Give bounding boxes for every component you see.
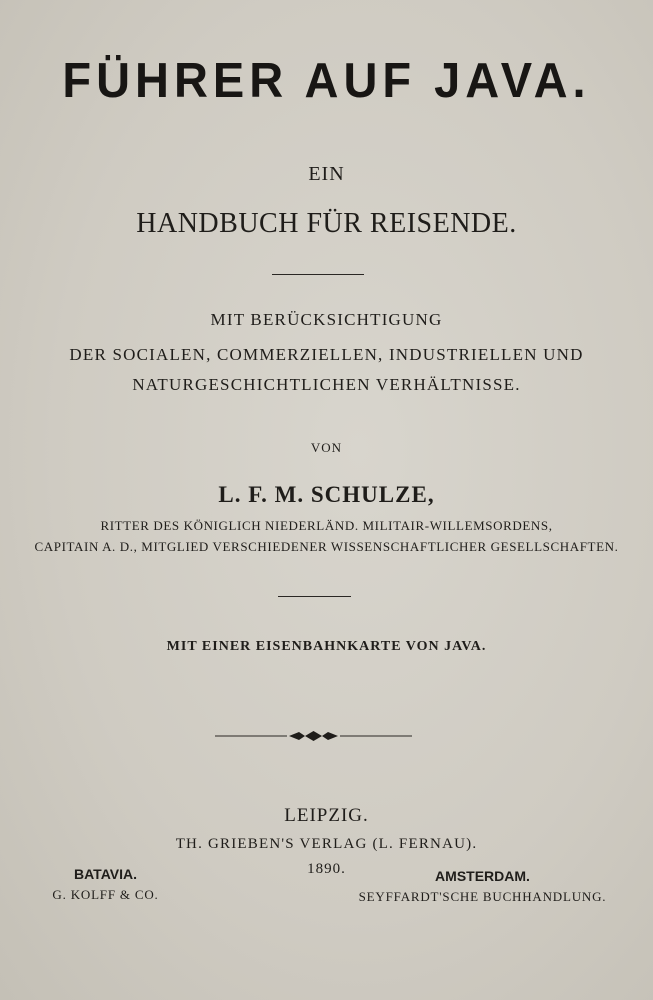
by-label: VON: [310, 440, 343, 455]
imprint-right-column: [350, 868, 615, 905]
description-line-1: MIT BERÜCKSICHTIGUNG: [210, 310, 443, 329]
divider-rule: [272, 274, 364, 275]
left-dealer: G. KOLFF & CO.: [52, 887, 159, 902]
imprint-publisher: TH. GRIEBEN'S VERLAG (L. FERNAU).: [175, 836, 478, 852]
author-credentials-line-2: CAPITAIN A. D., MITGLIED VERSCHIEDENER WISSENSCHAFTLICHER GESELLSCHAFTEN.: [34, 539, 619, 554]
imprint-year: 1890.: [307, 861, 346, 877]
subtitle-prefix: EIN: [308, 163, 345, 185]
ornament-divider: [215, 727, 412, 745]
description-line-3: NATURGESCHICHTLICHEN VERHÄLTNISSE.: [132, 375, 521, 394]
description-line-2: DER SOCIALEN, COMMERZIELLEN, INDUSTRIELLEN UND: [69, 345, 584, 364]
divider-rule: [278, 596, 351, 597]
book-title: FÜHRER AUF JAVA.: [62, 51, 591, 108]
right-dealer: SEYFFARDT'SCHE BUCHHANDLUNG.: [358, 889, 607, 904]
left-city: BATAVIA.: [74, 866, 137, 882]
map-note: MIT EINER EISENBAHNKARTE VON JAVA.: [166, 639, 487, 654]
imprint-city: LEIPZIG.: [284, 805, 369, 826]
right-city: AMSTERDAM.: [435, 868, 530, 884]
author-credentials-line-1: RITTER DES KÖNIGLICH NIEDERLÄND. MILITAIR-WILLEMSORDENS,: [100, 518, 553, 533]
book-subtitle: HANDBUCH FÜR REISENDE.: [136, 208, 517, 239]
author-name: L. F. M. SCHULZE,: [218, 482, 435, 507]
imprint-left-column: [38, 866, 173, 903]
